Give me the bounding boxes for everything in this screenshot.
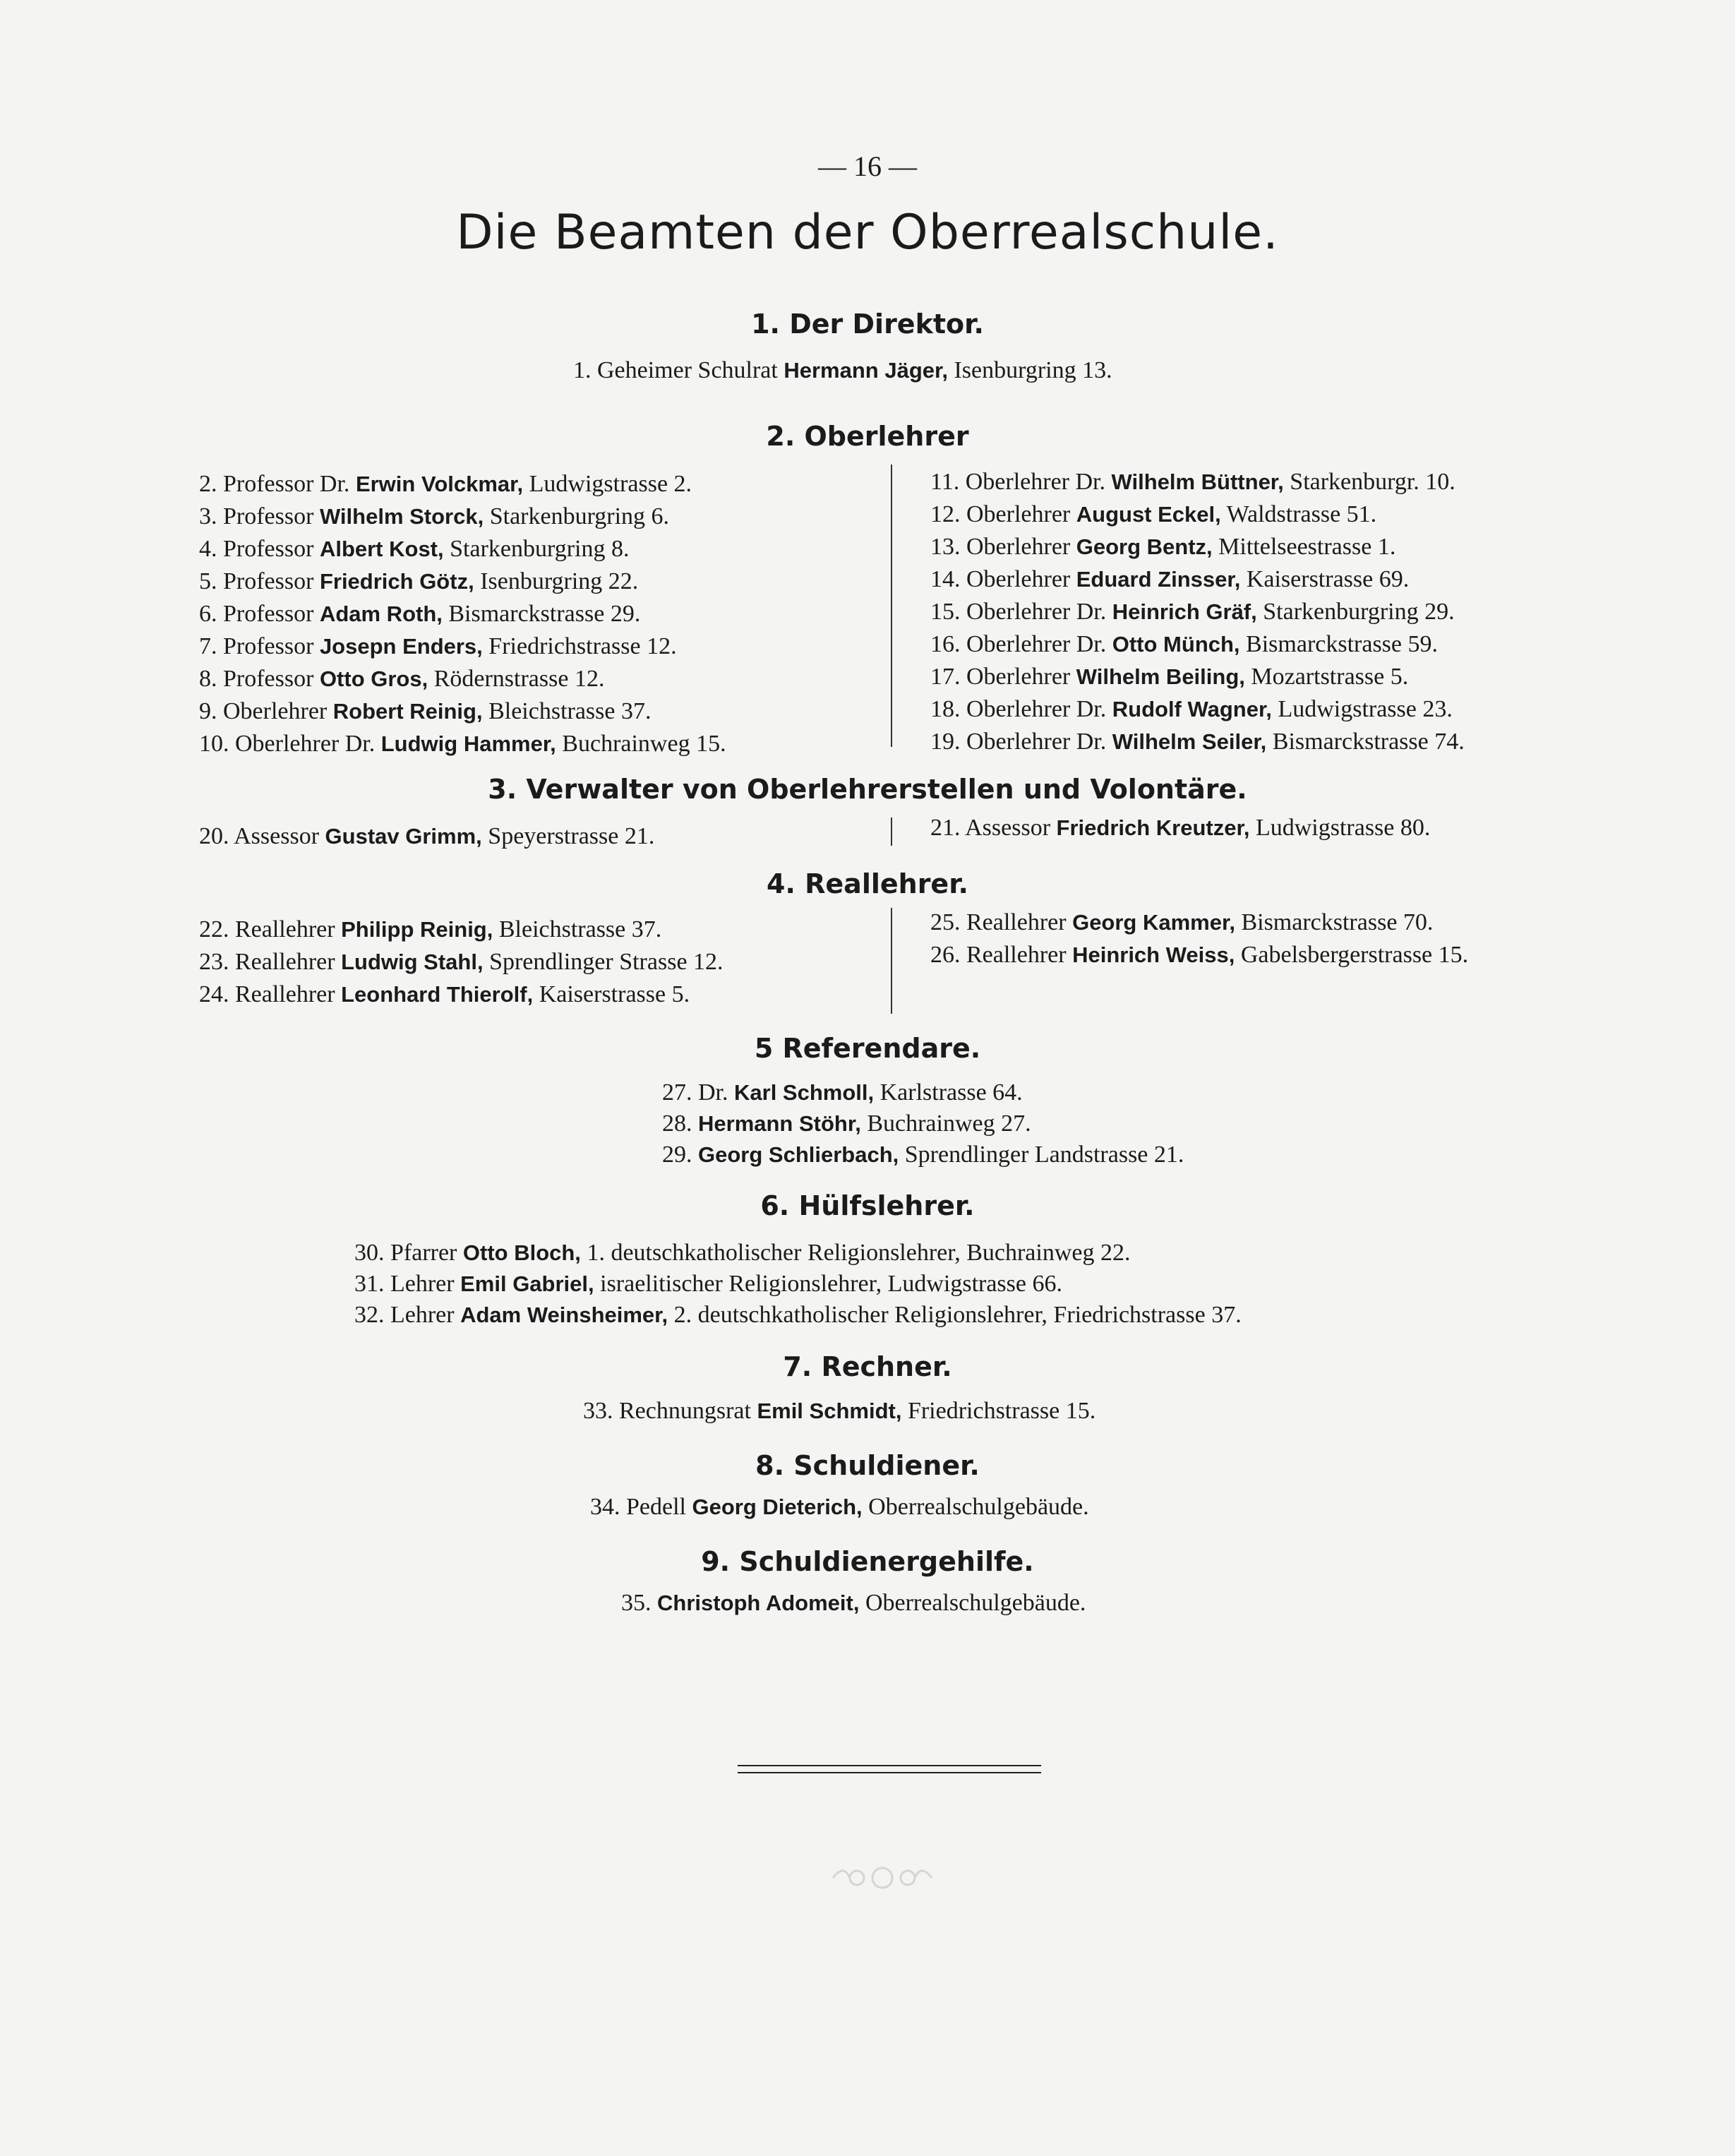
entry-pre: 15. Oberlehrer Dr.	[930, 599, 1112, 625]
entry-verwalter-20	[199, 820, 654, 853]
entry-address: Kaiserstrasse 69.	[1240, 566, 1410, 592]
entry-pre: 10. Oberlehrer Dr.	[199, 731, 381, 757]
entry-address: Starkenburgring 8.	[443, 536, 630, 562]
entry-address: Isenburgring 22.	[474, 568, 639, 594]
entry-address: Friedrichstrasse 12.	[482, 633, 677, 659]
entry-oberlehrer-11	[930, 466, 1455, 498]
entry-oberlehrer-10	[199, 728, 726, 760]
entry-address: Starkenburgring 29.	[1256, 599, 1455, 625]
entry-address: Ludwigstrasse 23.	[1271, 696, 1453, 722]
entry-address: Speyerstrasse 21.	[481, 823, 655, 849]
entry-pre: 27. Dr.	[662, 1079, 734, 1106]
column-divider	[891, 908, 892, 1014]
entry-oberlehrer-13	[930, 531, 1395, 563]
entry-address: Ludwigstrasse 2.	[523, 471, 692, 497]
person-name: Philipp Reinig,	[341, 917, 493, 942]
entry-oberlehrer-15	[930, 596, 1455, 628]
person-name: Georg Kammer,	[1072, 910, 1235, 935]
entry-address: Bismarckstrasse 70.	[1235, 909, 1434, 935]
entry-pre: 18. Oberlehrer Dr.	[930, 696, 1112, 722]
entry-address: 1. deutschkatholischer Religionslehrer, Buchrainweg 22.	[580, 1240, 1131, 1266]
entry-referendar-29	[662, 1139, 1184, 1171]
entry-address: Bleichstrasse 37.	[493, 916, 662, 942]
entry-pre: 33. Rechnungsrat	[583, 1398, 757, 1424]
person-name: Erwin Volckmar,	[355, 472, 524, 496]
entry-address: Buchrainweg 15.	[556, 731, 726, 757]
entry-address: Bismarckstrasse 59.	[1239, 631, 1438, 657]
entry-address: Kaiserstrasse 5.	[533, 981, 690, 1007]
entry-pre: 3. Professor	[199, 503, 320, 529]
entry-huelfslehrer-30	[354, 1237, 1130, 1269]
entry-address: Starkenburgring 6.	[484, 503, 670, 529]
entry-pre: 35.	[621, 1590, 657, 1616]
person-name: Eduard Zinsser,	[1076, 567, 1241, 592]
entry-pre: 30. Pfarrer	[354, 1240, 463, 1266]
closing-rule-bottom	[738, 1772, 1041, 1773]
heading-rechner: 7. Rechner.	[783, 1351, 952, 1382]
person-name: Heinrich Weiss,	[1072, 942, 1235, 967]
entry-address: israelitischer Religionslehrer, Ludwigstrasse 66.	[594, 1271, 1062, 1297]
heading-huelfslehrer: 6. Hülfslehrer.	[760, 1190, 975, 1221]
heading-direktor: 1. Der Direktor.	[751, 309, 984, 340]
person-name: Leonhard Thierolf,	[341, 982, 534, 1007]
entry-pre: 28.	[662, 1110, 698, 1137]
person-name: Ludwig Hammer,	[380, 731, 556, 756]
person-name: Rudolf Wagner,	[1112, 697, 1272, 721]
entry-address: Sprendlinger Landstrasse 21.	[899, 1142, 1184, 1168]
entry-verwalter-21	[930, 812, 1430, 844]
heading-reallehrer: 4. Reallehrer.	[767, 868, 968, 899]
column-divider	[891, 465, 892, 747]
heading-schuldiener: 8. Schuldiener.	[755, 1450, 980, 1481]
entry-referendar-27	[662, 1077, 1023, 1109]
entry-oberlehrer-3	[199, 501, 669, 533]
entry-pre: 29.	[662, 1142, 698, 1168]
entry-address: Oberrealschulgebäude.	[859, 1590, 1086, 1616]
entry-oberlehrer-18	[930, 693, 1453, 726]
entry-oberlehrer-9	[199, 695, 652, 728]
entry-pre: 12. Oberlehrer	[930, 501, 1076, 527]
entry-reallehrer-25	[930, 906, 1433, 939]
person-name: Heinrich Gräf,	[1112, 599, 1257, 624]
entry-oberlehrer-14	[930, 563, 1409, 596]
entry-reallehrer-26	[930, 939, 1468, 971]
entry-reallehrer-23	[199, 946, 724, 978]
entry-pre: 19. Oberlehrer Dr.	[930, 729, 1112, 755]
person-name: August Eckel,	[1076, 502, 1221, 527]
entry-referendar-28	[662, 1108, 1031, 1140]
entry-oberlehrer-4	[199, 533, 629, 565]
person-name: Robert Reinig,	[332, 699, 483, 724]
entry-address: Karlstrasse 64.	[874, 1079, 1023, 1106]
entry-address: Starkenburgr. 10.	[1283, 469, 1455, 495]
entry-oberlehrer-7	[199, 630, 677, 663]
entry-address: Oberrealschulgebäude.	[862, 1494, 1089, 1520]
entry-pre: 14. Oberlehrer	[930, 566, 1076, 592]
entry-pre: 21. Assessor	[930, 815, 1057, 841]
entry-address: Bismarckstrasse 29.	[442, 601, 641, 627]
entry-oberlehrer-12	[930, 498, 1376, 531]
entry-pre: 6. Professor	[199, 601, 320, 627]
entry-pre: 17. Oberlehrer	[930, 664, 1076, 690]
person-name: Karl Schmoll,	[734, 1080, 875, 1105]
person-name: Friedrich Götz,	[319, 569, 474, 594]
entry-pre: 1. Geheimer Schulrat	[573, 357, 784, 383]
entry-pre: 20. Assessor	[199, 823, 325, 849]
entry-schuldiener-34	[590, 1491, 1089, 1523]
entry-huelfslehrer-32	[354, 1299, 1242, 1331]
entry-reallehrer-24	[199, 978, 690, 1011]
person-name: Wilhelm Seiler,	[1112, 729, 1267, 754]
entry-address: Mozartstrasse 5.	[1244, 664, 1409, 690]
entry-address: Ludwigstrasse 80.	[1249, 815, 1431, 841]
person-name: Georg Bentz,	[1076, 534, 1213, 559]
entry-address: Gabelsbergerstrasse 15.	[1235, 942, 1469, 968]
entry-address: Sprendlinger Strasse 12.	[483, 949, 724, 975]
person-name: Adam Roth,	[319, 601, 443, 626]
column-divider	[891, 818, 892, 846]
page-number: — 16 —	[818, 150, 917, 182]
entry-gehilfe-35	[621, 1587, 1086, 1619]
entry-pre: 13. Oberlehrer	[930, 534, 1076, 560]
person-name: Josepn Enders,	[319, 634, 483, 659]
person-name: Wilhelm Beiling,	[1076, 664, 1245, 689]
entry-pre: 34. Pedell	[590, 1494, 692, 1520]
entry-pre: 2. Professor Dr.	[199, 471, 356, 497]
entry-pre: 9. Oberlehrer	[199, 698, 333, 724]
person-name: Adam Weinsheimer,	[460, 1302, 668, 1327]
entry-address: Buchrainweg 27.	[860, 1110, 1031, 1137]
entry-oberlehrer-19	[930, 726, 1465, 758]
person-name: Wilhelm Büttner,	[1111, 469, 1284, 494]
person-name: Otto Bloch,	[462, 1240, 581, 1265]
entry-oberlehrer-5	[199, 565, 638, 598]
entry-address: Rödernstrasse 12.	[428, 666, 605, 692]
person-name: Otto Münch,	[1112, 632, 1240, 657]
entry-address: Bleichstrasse 37.	[482, 698, 652, 724]
person-name: Ludwig Stahl,	[341, 950, 484, 974]
entry-oberlehrer-17	[930, 661, 1408, 693]
page-title: Die Beamten der Oberrealschule.	[456, 205, 1279, 260]
entry-pre: 5. Professor	[199, 568, 320, 594]
entry-huelfslehrer-31	[354, 1268, 1062, 1300]
person-name: Emil Schmidt,	[757, 1399, 902, 1423]
entry-pre: 24. Reallehrer	[199, 981, 342, 1007]
entry-address: Waldstrasse 51.	[1220, 501, 1377, 527]
entry-address: 2. deutschkatholischer Religionslehrer, Friedrichstrasse 37.	[668, 1302, 1242, 1328]
entry-address: Bismarckstrasse 74.	[1266, 729, 1465, 755]
entry-pre: 22. Reallehrer	[199, 916, 342, 942]
heading-referendare: 5 Referendare.	[754, 1033, 981, 1064]
entry-pre: 25. Reallehrer	[930, 909, 1073, 935]
entry-address: Mittelseestrasse 1.	[1212, 534, 1396, 560]
entry-pre: 23. Reallehrer	[199, 949, 342, 975]
entry-direktor	[573, 354, 1112, 387]
ornament-icon	[826, 1857, 939, 1899]
entry-address: Friedrichstrasse 15.	[901, 1398, 1096, 1424]
person-name: Hermann Stöhr,	[698, 1111, 861, 1136]
entry-pre: 11. Oberlehrer Dr.	[930, 469, 1112, 495]
entry-rechner-33	[583, 1395, 1095, 1427]
entry-address: Isenburgring 13.	[947, 357, 1112, 383]
entry-reallehrer-22	[199, 914, 661, 946]
entry-pre: 4. Professor	[199, 536, 320, 562]
entry-oberlehrer-2	[199, 468, 692, 501]
entry-pre: 16. Oberlehrer Dr.	[930, 631, 1112, 657]
entry-oberlehrer-8	[199, 663, 604, 695]
heading-gehilfe: 9. Schuldienergehilfe.	[701, 1546, 1034, 1577]
person-name: Emil Gabriel,	[460, 1271, 594, 1296]
person-name: Georg Schlierbach,	[698, 1142, 899, 1167]
closing-rule-top	[738, 1765, 1041, 1766]
entry-pre: 32. Lehrer	[354, 1302, 461, 1328]
person-name: Albert Kost,	[319, 537, 444, 561]
person-name: Friedrich Kreutzer,	[1056, 815, 1250, 840]
entry-pre: 8. Professor	[199, 666, 320, 692]
person-name: Otto Gros,	[319, 666, 428, 691]
entry-pre: 31. Lehrer	[354, 1271, 461, 1297]
entry-pre: 7. Professor	[199, 633, 320, 659]
person-name: Georg Dieterich,	[692, 1495, 863, 1519]
person-name: Hermann Jäger,	[784, 358, 948, 383]
entry-oberlehrer-6	[199, 598, 640, 630]
heading-oberlehrer: 2. Oberlehrer	[766, 421, 969, 452]
heading-verwalter: 3. Verwalter von Oberlehrerstellen und Volontäre.	[488, 774, 1247, 805]
entry-oberlehrer-16	[930, 628, 1438, 661]
person-name: Christoph Adomeit,	[657, 1591, 860, 1615]
person-name: Gustav Grimm,	[325, 824, 482, 849]
entry-pre: 26. Reallehrer	[930, 942, 1073, 968]
person-name: Wilhelm Storck,	[319, 504, 484, 529]
